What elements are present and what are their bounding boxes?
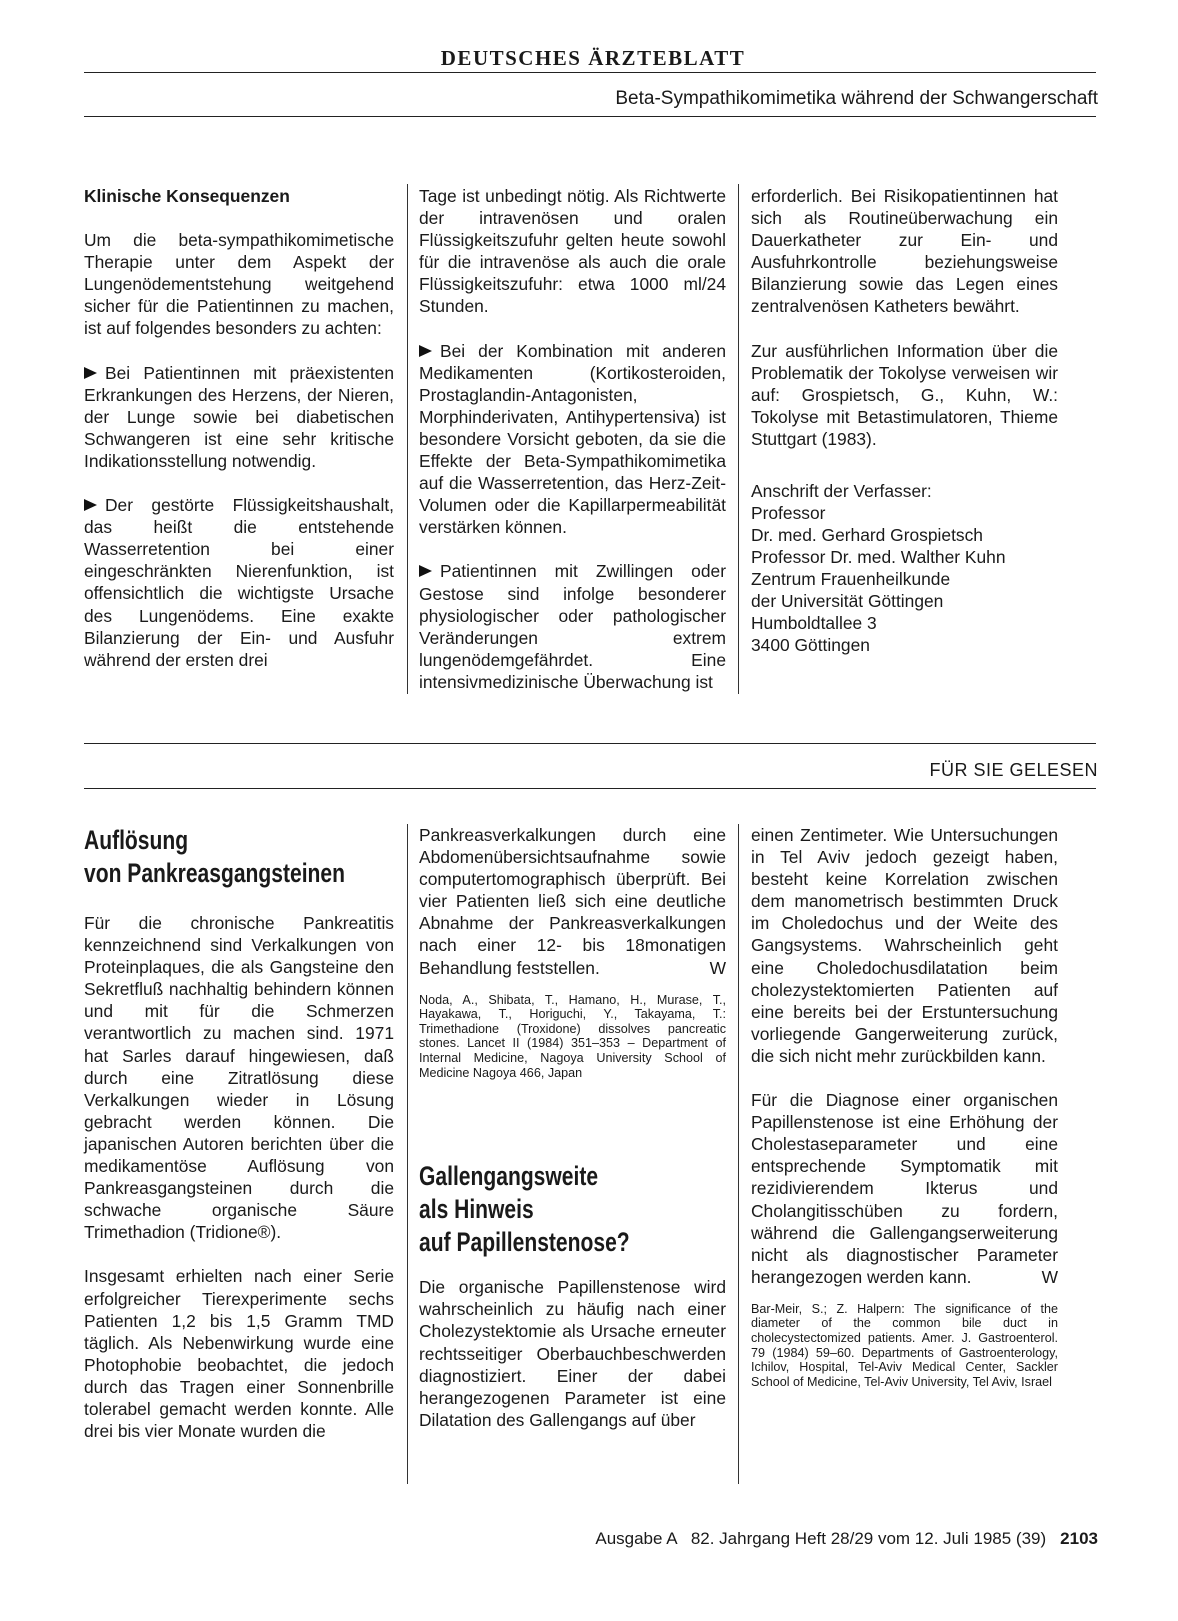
article2-column-2 — [419, 824, 726, 1453]
paragraph: Um die beta-sympathikomimetische Therapie unter dem Aspekt der Lungenödementstehung weitgehend sicher für die Patientinnen zu machen, ist auf folgendes besonders zu achten: — [84, 230, 394, 339]
column-divider — [738, 824, 739, 1484]
paragraph: Tage ist unbedingt nötig. Als Richtwerte der intravenösen und oralen Flüssigkeitszufuhr gelten heute sowohl für die intravenöse als auch die orale Flüssigkeitszufuhr: etwa 1000 ml/24 Stunden. — [419, 186, 726, 317]
section-rule-bottom — [84, 788, 1096, 789]
article2-column-1 — [84, 824, 394, 1464]
column-divider — [407, 824, 408, 1484]
arrow-bullet-icon — [419, 345, 432, 357]
headline: Auflösung von Pankreasgangsteinen — [84, 825, 346, 888]
paragraph: Für die chronische Pankreatitis kennzeichnend sind Verkalkungen von Proteinplaques, die als Gangsteine den Sekretfluß nachhaltig behindern können und mit für die Schmerzen verantwortlich zu machen sind. 1971 hat Sarles darauf hingewiesen, daß durch eine Zitratlösung diese Verkalkungen wieder in Lösung gebracht werden können. Die japanischen Autoren berichten über die medikamentöse Auflösung von Pankreasgangsteinen durch die schwache organische Säure Trimethadion (Tridione®). — [84, 913, 394, 1243]
article1-column-1 — [84, 185, 394, 693]
paragraph: Der gestörte Flüssigkeitshaushalt, das heißt die entstehende Wasserretention bei einer eingeschränkten Nierenfunktion, ist offensichtlich die wichtigste Ursache des Lungenödems. Eine exakte Bilanzierung der Ein- und Ausfuhr während der ersten drei — [84, 495, 394, 670]
paragraph: Die organische Papillenstenose wird wahrscheinlich zu häufig nach einer Cholezystektomie als Ursache erneuter rechtsseitiger Oberbauchbeschwerden diagnostiziert. Einer der dabei herangezogenen Parameter ist eine Dilatation des Gallengangs auf über — [419, 1277, 726, 1430]
headline: Gallengangsweite als Hinweis auf Papillenstenose? — [419, 1161, 630, 1258]
paragraph: erforderlich. Bei Risikopatientinnen hat sich als Routineüberwachung ein Dauerkatheter zur Ein- und Ausfuhrkontrolle beziehungsweise Bilanzierung sowie das Legen eines zentralvenösen Katheters bewährt. — [751, 186, 1058, 317]
arrow-bullet-icon — [84, 499, 97, 511]
issue-info: Ausgabe A 82. Jahrgang Heft 28/29 vom 12. Juli 1985 (39) — [595, 1529, 1047, 1548]
paragraph: Für die Diagnose einer organischen Papillenstenose ist eine Erhöhung der Cholestaseparameter und eine entsprechende Symptomatik mit rezidivierendem Ikterus und Cholangitisschüben zu fordern, während die Gallengangserweiterung nicht als diagnostischer Parameter herangezogen werden kann. W — [751, 1090, 1058, 1287]
paragraph: Patientinnen mit Zwillingen oder Gestose sind infolge besonderer physiologischer oder pathologischer Veränderungen extrem lungenödemgefährdet. Eine intensivmedizinische Überwachung ist — [419, 561, 726, 692]
page-number: 2103 — [1060, 1529, 1098, 1548]
section-label: FÜR SIE GELESEN — [929, 760, 1098, 780]
reference: Noda, A., Shibata, T., Hamano, H., Murase, T., Hayakawa, T., Horiguchi, Y., Takayama, T.: Trimethadione (Troxidone) dissolves pancreatic stones. Lancet II (1984) 351–353 – Department of Internal Medicine, Nagoya University School of Medicine Nagoya 466, Japan — [419, 992, 726, 1080]
paragraph: einen Zentimeter. Wie Untersuchungen in Tel Aviv jedoch gezeigt haben, besteht keine Korrelation zwischen dem manometrisch bestimmten Druck im Choledochus und der Weite des Gangsystems. Wahrscheinlich geht eine Choledochusdilatation beim cholezystektomierten Patienten auf eine bereits bei der Erstuntersuchung vorliegende Gangerweiterung zurück, die sich nicht mehr zurückbilden kann. — [751, 825, 1058, 1066]
page-footer — [595, 1529, 1098, 1549]
header-rule-bottom — [84, 116, 1096, 117]
arrow-bullet-icon — [419, 565, 432, 577]
article1-column-3 — [751, 185, 1058, 656]
author-signature: W — [1041, 1266, 1058, 1287]
running-title: Beta-Sympathikomimetika während der Schwangerschaft — [615, 88, 1098, 109]
column-divider — [738, 184, 739, 694]
article1-column-2 — [419, 185, 726, 715]
masthead: DEUTSCHES ÄRZTEBLATT — [440, 46, 746, 70]
column-divider — [407, 184, 408, 694]
author-signature: W — [709, 957, 726, 978]
paragraph: Bei Patientinnen mit präexistenten Erkrankungen des Herzens, der Nieren, der Lunge sowie bei diabetischen Schwangeren ist eine sehr kritische Indikationsstellung notwendig. — [84, 362, 394, 471]
author-address: Anschrift der Verfasser: Professor Dr. med. Gerhard Grospietsch Professor Dr. med. Walther Kuhn Zentrum Frauenheilkunde der Universität Göttingen Humboldtallee 3 3400 Göttingen — [751, 481, 1006, 656]
reference: Bar-Meir, S.; Z. Halpern: The significance of the diameter of the common bile duct in cholecystectomized patients. Amer. J. Gastroenterol. 79 (1984) 59–60. Departments of Gastroenterology, Ichilov, Hospital, Tel-Aviv Medical Center, Sackler School of Medicine, Tel-Aviv University, Tel Aviv, Israel — [751, 1301, 1058, 1389]
paragraph: Insgesamt erhielten nach einer Serie erfolgreicher Tierexperimente sechs Patienten 1,2 bis 1,5 Gramm TMD täglich. Als Nebenwirkung wurde eine Photophobie beobachtet, die jedoch durch das Tragen einer Sonnenbrille tolerabel gemacht werden konnte. Alle drei bis vier Monate wurden die — [84, 1266, 394, 1442]
header-rule-top — [84, 72, 1096, 73]
section-rule-top — [84, 743, 1096, 744]
paragraph: Bei der Kombination mit anderen Medikamenten (Kortikosteroiden, Prostaglandin-Antagonisten, Morphinderivaten, Antihypertensiva) ist besondere Vorsicht geboten, da sie die Effekte der Beta-Sympathikomimetika auf die Wasserretention, das Herz-Zeit-Volumen oder die Kapillarpermeabilität verstärken können. — [419, 340, 726, 538]
paragraph: Pankreasverkalkungen durch eine Abdomenübersichtsaufnahme sowie computertomographisch überprüft. Bei vier Patienten ließ sich eine deutliche Abnahme der Pankreasverkalkungen nach einer 12- bis 18monatigen Behandlung feststellen. W — [419, 825, 726, 978]
article3-column-3 — [751, 824, 1058, 1389]
section-heading: Klinische Konsequenzen — [84, 186, 290, 206]
arrow-bullet-icon — [84, 367, 97, 379]
paragraph: Zur ausführlichen Information über die Problematik der Tokolyse verweisen wir auf: Grospietsch, G., Kuhn, W.: Tokolyse mit Betastimulatoren, Thieme Stuttgart (1983). — [751, 340, 1058, 449]
